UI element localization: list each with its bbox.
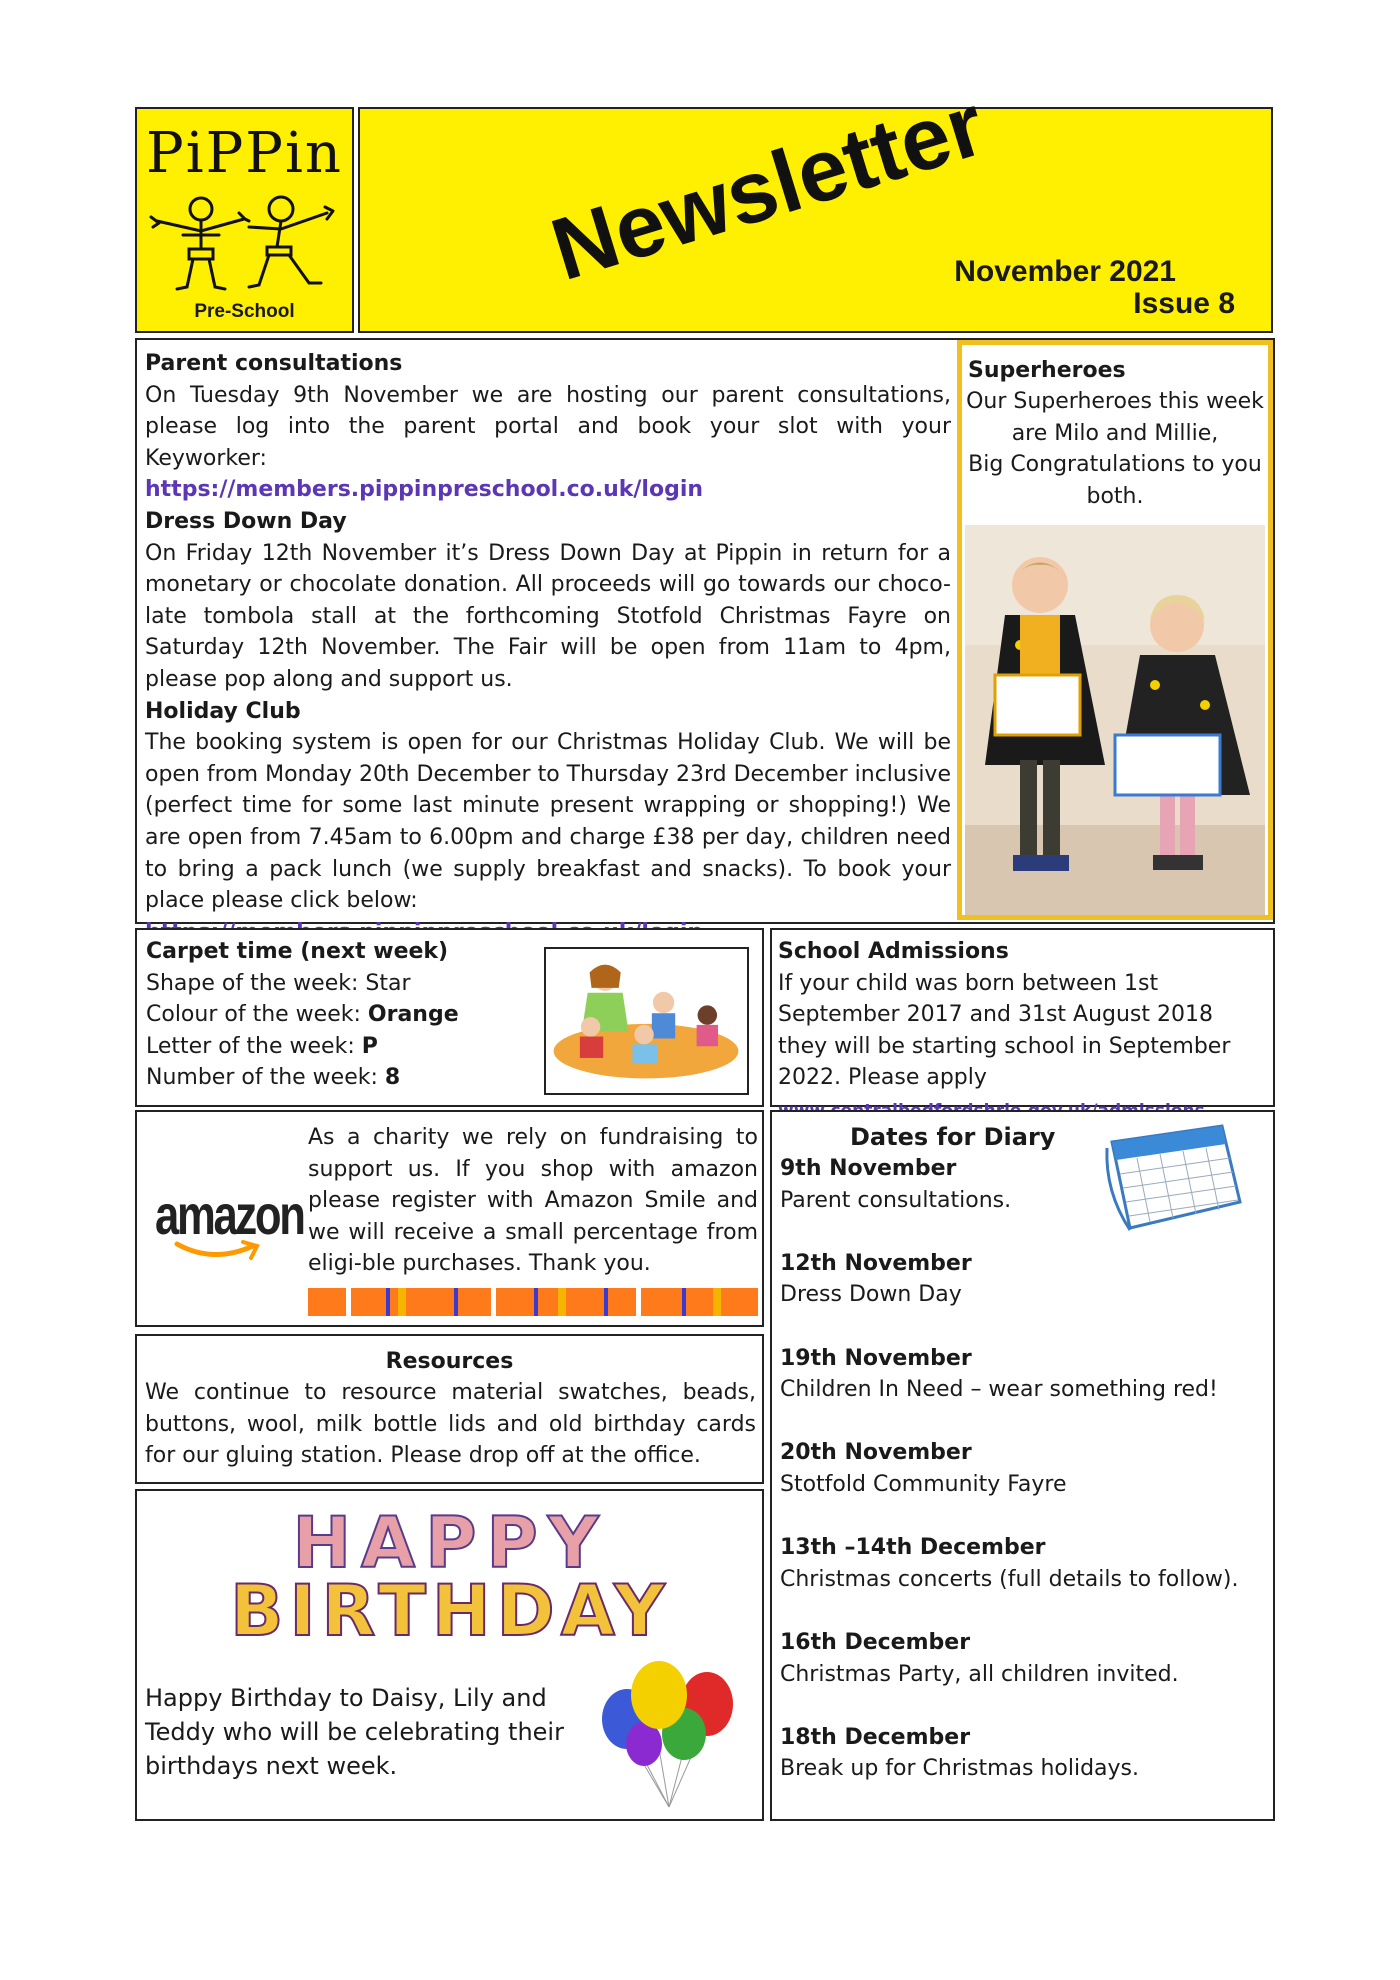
diary-desc: Children In Need – wear something red!: [780, 1377, 1218, 1403]
number-label: Number of the week:: [146, 1065, 385, 1091]
diary-desc: Break up for Christmas holidays.: [780, 1756, 1140, 1782]
amazon-smile-panel: [135, 1110, 764, 1327]
stick-figures-logo: [149, 191, 344, 296]
title-panel: [358, 74, 1273, 333]
section-body: The booking system is open for our Christmas Holiday Club. We will be open from Monday 20th December to Thursday 23rd December inclusive (perfect time for some last minute present wrapping or shopping!) We are open from 7.45am to 6.00pm and charge £38 per day, children need to bring a pack lunch (we supply breakfast and snacks). To book your place please click below:: [145, 730, 951, 914]
birthday-panel: [135, 1489, 764, 1821]
diary-desc: Christmas concerts (full details to follow).: [780, 1566, 1239, 1592]
number-row: [146, 1062, 459, 1094]
diary-entry: [780, 1153, 1270, 1216]
diary-desc: Stotfold Community Fayre: [780, 1471, 1067, 1497]
resources-title: Resources: [385, 1349, 514, 1374]
carpet-time-text: [146, 936, 459, 1094]
diary-date: 16th December: [780, 1629, 971, 1655]
shape-row: [146, 968, 459, 1000]
diary-desc: Christmas Party, all children invited.: [780, 1661, 1179, 1687]
logo-name: PiPPin: [146, 121, 343, 186]
balloons-icon: [589, 1659, 749, 1809]
superheroes-photo: [965, 525, 1265, 915]
colour-label: Colour of the week:: [146, 1002, 368, 1028]
diary-desc: Dress Down Day: [780, 1282, 962, 1308]
carpet-title: Carpet time (next week): [146, 939, 449, 964]
section-heading: Holiday Club: [145, 698, 301, 724]
logo-panel: [135, 107, 354, 333]
resources-text: We continue to resource material swatches, beads, buttons, wool, milk bottle lids and old birthday cards for our gluing station. Please drop off at the office.: [145, 1380, 756, 1469]
diary-date: 19th November: [780, 1345, 972, 1371]
colour-value: Orange: [367, 1002, 459, 1028]
amazon-smile-icon: [173, 1238, 263, 1262]
letter-row: [146, 1031, 459, 1063]
section-body: On Friday 12th November it’s Dress Down Day at Pippin in return for a monetary or chocolate donation. All proceeds will go towards our choco-late tombola stall at the forthcoming Stotfold Christmas Fayre on Saturday 12th November. The Fair will be open from 11am to 4pm, please pop along and support us.: [145, 540, 951, 692]
banner-line-1: HAPPY: [292, 1502, 609, 1584]
diary-entry: [780, 1437, 1270, 1500]
birthday-message: Happy Birthday to Daisy, Lily and Teddy who will be celebrating their birthdays next week.: [145, 1684, 564, 1780]
happy-birthday-banner: [143, 1502, 758, 1652]
school-title: School Admissions: [778, 939, 1009, 964]
section-heading: Dress Down Day: [145, 508, 347, 534]
amazon-text: As a charity we rely on fundraising to support us. If you shop with amazon please register with Amazon Smile and we will receive a small percentage from eligi-ble purchases. Thank you.: [308, 1125, 758, 1277]
decorative-strip: [308, 1288, 758, 1316]
issue-number: Issue 8: [1133, 287, 1235, 320]
main-news-text: [145, 348, 951, 948]
main-news-panel: [135, 338, 1275, 924]
section-heading: Parent consultations: [145, 351, 403, 376]
newsletter-title: Newsletter: [540, 74, 996, 300]
diary-date: 20th November: [780, 1440, 972, 1466]
colour-row: [146, 999, 459, 1031]
diary-title: Dates for Diary: [850, 1123, 1056, 1151]
diary-entry: [780, 1248, 1270, 1311]
school-body-text: If your child was born between 1st September 2017 and 31st August 2018 they will be starting school in September 2022. Please apply: [778, 970, 1231, 1091]
diary-desc: Parent consultations.: [780, 1187, 1012, 1213]
superheroes-line: are Milo and Millie,: [1011, 420, 1219, 446]
resources-panel: [135, 1334, 764, 1484]
superheroes-line: Big Congratulations to you: [968, 452, 1262, 478]
amazon-logo-text: amazon: [155, 1183, 304, 1246]
diary-entry: [780, 1627, 1270, 1690]
diary-entry: [780, 1722, 1270, 1785]
parent-portal-link[interactable]: https://members.pippinpreschool.co.uk/login: [145, 477, 704, 503]
superheroes-text: [962, 386, 1268, 512]
superheroes-line: both.: [1086, 483, 1144, 509]
letter-value: P: [361, 1033, 378, 1059]
superheroes-line: Our Superheroes this week: [966, 389, 1264, 414]
school-body: [778, 968, 1268, 1128]
school-admissions-text: [778, 936, 1268, 1128]
issue-date: November 2021: [954, 255, 1176, 288]
diary-date: 12th November: [780, 1250, 972, 1276]
shape-value: Star: [365, 970, 411, 996]
section-body: On Tuesday 9th November we are hosting our parent consultations, please log into the parent portal and book your slot with your Keyworker:: [145, 382, 951, 471]
diary-date: 9th November: [780, 1156, 957, 1181]
banner-line-2: BIRTHDAY: [230, 1570, 671, 1652]
school-admissions-panel: [770, 928, 1275, 1107]
dates-for-diary-panel: [770, 1110, 1275, 1821]
story-time-illustration: [544, 947, 749, 1095]
shape-label: Shape of the week:: [146, 970, 366, 996]
letter-label: Letter of the week:: [146, 1033, 362, 1059]
superheroes-panel: [957, 340, 1273, 920]
diary-entry: [780, 1532, 1270, 1595]
logo-subtitle: Pre-School: [194, 301, 295, 322]
carpet-time-panel: [135, 928, 764, 1107]
number-value: 8: [384, 1065, 401, 1091]
diary-entry: [780, 1343, 1270, 1406]
diary-date: 18th December: [780, 1724, 971, 1750]
superheroes-title: Superheroes: [968, 358, 1126, 383]
diary-list: [780, 1153, 1270, 1816]
diary-date: 13th –14th December: [780, 1535, 1046, 1561]
